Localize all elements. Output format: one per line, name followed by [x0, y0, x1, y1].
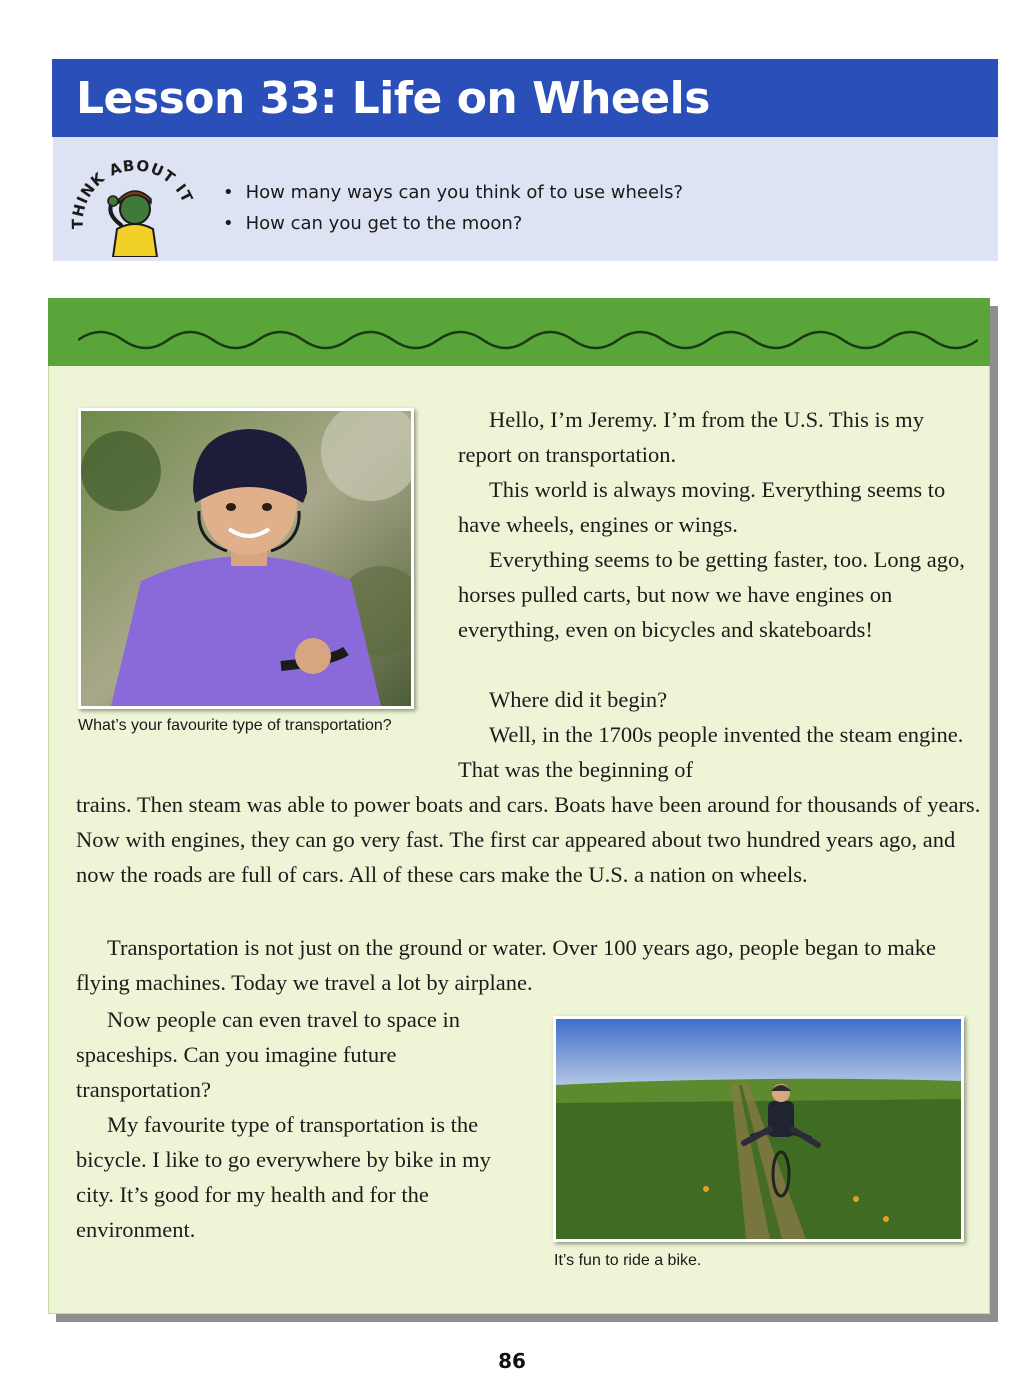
think-about-it-logo-text: THINK ABOUT IT [68, 156, 197, 230]
bike-photo-caption: It’s fun to ride a bike. [554, 1252, 702, 1269]
lesson-title-text: Lesson 33: Life on Wheels [76, 72, 710, 124]
story-paragraph: Now people can even travel to space in spaceships. Can you imagine future transportation? [76, 1007, 460, 1102]
story-paragraph-continued: trains. Then steam was able to power boats and cars. Boats have been around for thousands of years. Now with engines, they can go very fast. The first car appeared about two hundred years ago, and now the roads are full of cars. All of these cars make the U.S. a nation on wheels. [76, 792, 981, 887]
story-paragraph: Transportation is not just on the ground or water. Over 100 years ago, people began to make flying machines. Today we travel a lot by airplane. [76, 935, 936, 995]
think-questions [223, 177, 683, 239]
boy-photo-caption: What’s your favourite type of transportation? [78, 717, 392, 734]
bike-riding-photo [553, 1016, 964, 1242]
lesson-title [52, 59, 998, 137]
story-paragraph: My favourite type of transportation is the bicycle. I like to go everywhere by bike in my city. It’s good for my health and for the environment. [76, 1112, 491, 1242]
boy-with-helmet-photo [78, 408, 414, 709]
story-panel [48, 298, 990, 1314]
think-about-it-box [53, 137, 998, 261]
think-question: • How many ways can you think of to use wheels? [223, 177, 683, 208]
think-question: • How can you get to the moon? [223, 208, 683, 239]
story-paragraph: Everything seems to be getting faster, too. Long ago, horses pulled carts, but now we have engines on everything, even on bicycles and skateboards! [458, 547, 965, 642]
thinking-child-icon [108, 191, 157, 257]
page-number: 86 [498, 1349, 526, 1373]
story-paragraph: Hello, I’m Jeremy. I’m from the U.S. This is my report on transportation. [458, 407, 924, 467]
think-about-it-logo [65, 147, 205, 257]
wave-decoration [78, 318, 978, 352]
story-header-band [48, 298, 990, 366]
story-paragraph: Where did it begin? [489, 687, 668, 712]
story-paragraph: Well, in the 1700s people invented the steam engine. That was the beginning of [458, 722, 964, 782]
story-paragraph: This world is always moving. Everything seems to have wheels, engines or wings. [458, 477, 946, 537]
